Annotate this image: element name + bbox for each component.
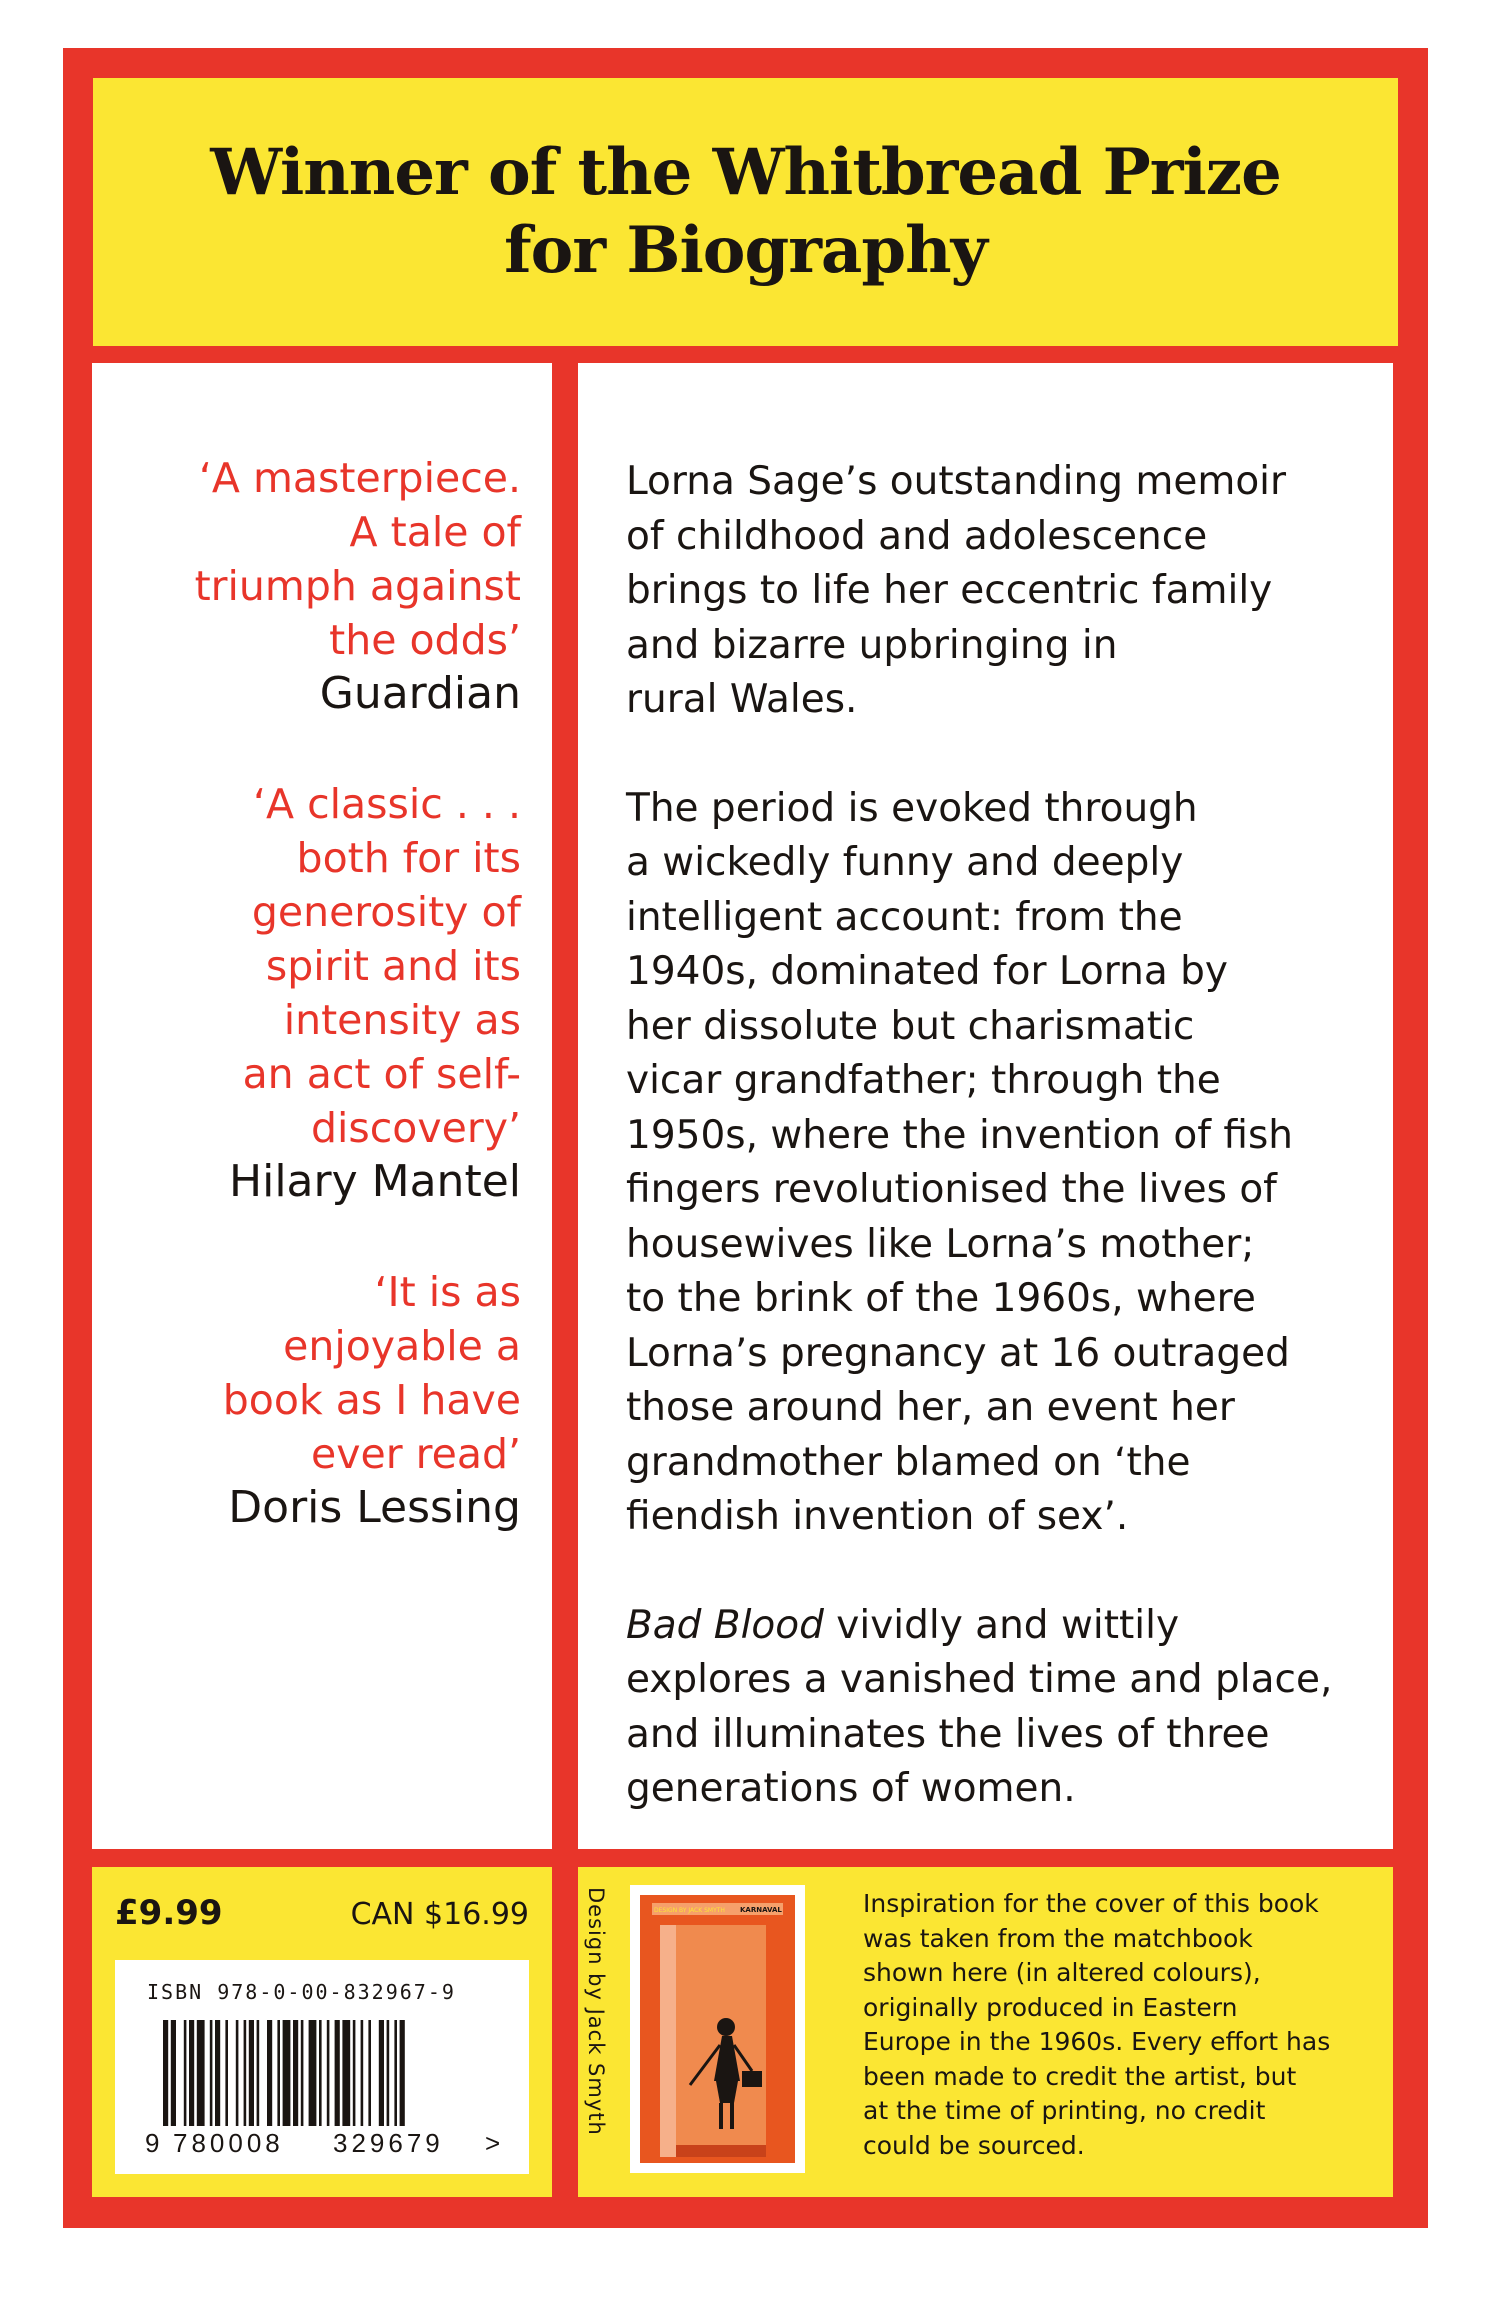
barcode-bar (197, 2020, 205, 2126)
barcode-bar (236, 2020, 239, 2126)
matchbook-top-left-text: DESIGN BY JACK SMYTH (654, 1907, 725, 1914)
barcode-bar (277, 2020, 280, 2126)
quote-line: the odds’ (329, 616, 521, 664)
inspiration-note (863, 1887, 1383, 2163)
text-line: grandmother blamed on ‘the (626, 1439, 1191, 1485)
barcode-bar (257, 2020, 260, 2126)
description-paragraph (626, 455, 1373, 728)
barcode-bar (342, 2020, 350, 2126)
text-line: brings to life her eccentric family (626, 568, 1273, 613)
text-line: vicar grandfather; through the (626, 1058, 1221, 1103)
text-line: fiendish invention of sex’. (626, 1494, 1129, 1539)
review-quote (92, 777, 521, 1209)
text-line: rural Wales. (626, 677, 858, 722)
text-line: 1950s, where the invention of fish (626, 1112, 1293, 1158)
barcode-bar (215, 2020, 220, 2126)
quote-attribution: Guardian (319, 668, 521, 719)
barcode (145, 2020, 505, 2160)
text-span: vividly and wittily (823, 1602, 1180, 1648)
review-quotes-panel (92, 363, 552, 1849)
barcode-bar (387, 2020, 390, 2126)
text-line: and illuminates the lives of three (626, 1711, 1270, 1757)
quote-line: ‘A masterpiece. (198, 454, 521, 502)
description-paragraph (626, 782, 1373, 1545)
price-gbp: £9.99 (115, 1893, 223, 1933)
barcode-bar (225, 2020, 228, 2126)
quote-line: generosity of (251, 888, 521, 936)
design-credit (578, 1887, 618, 2197)
barcode-bar (249, 2020, 254, 2126)
barcode-bar (210, 2020, 213, 2126)
review-quote (92, 1265, 521, 1535)
quote-text (92, 1265, 521, 1481)
quote-line: spirit and its (265, 942, 521, 990)
text-line: at the time of printing, no credit (863, 2096, 1266, 2125)
barcode-bar (400, 2020, 405, 2126)
text-line (626, 1599, 1373, 1654)
award-banner (93, 78, 1398, 346)
text-line: a wickedly funny and deeply (626, 840, 1184, 885)
quote-attribution: Hilary Mantel (229, 1156, 521, 1207)
barcode-bar (368, 2020, 371, 2126)
barcode-tail: > (485, 2128, 501, 2158)
quote-line: discovery’ (310, 1104, 521, 1152)
quote-text (92, 451, 521, 667)
text-line: Europe in the 1960s. Every effort has (863, 2027, 1331, 2056)
barcode-bar (379, 2020, 384, 2126)
quote-line: intensity as (283, 996, 521, 1044)
quote-line: ‘It is as (374, 1268, 521, 1316)
text-line: and bizarre upbringing in (626, 622, 1118, 668)
isbn-barcode-box (115, 1960, 529, 2174)
award-line-1: Winner of the Whitbread Prize (210, 135, 1281, 210)
quote-line: triumph against (194, 562, 521, 610)
text-line: those around her, an event her (626, 1385, 1235, 1430)
barcode-bar (335, 2020, 340, 2126)
price-row (115, 1893, 529, 1933)
text-line: could be sourced. (863, 2130, 1085, 2160)
book-description (578, 363, 1393, 1849)
text-line: Inspiration for the cover of this book (863, 1889, 1319, 1918)
barcode-bar (163, 2020, 168, 2126)
price-can: CAN $16.99 (350, 1897, 529, 1932)
barcode-bar (394, 2020, 397, 2126)
text-line: explores a vanished time and place, (626, 1657, 1333, 1702)
barcode-bar (293, 2020, 298, 2126)
barcode-bar (267, 2020, 272, 2126)
barcode-right-digits: 329679 (333, 2128, 444, 2158)
cover-inspiration-panel (578, 1867, 1393, 2197)
barcode-bar (327, 2020, 330, 2126)
barcode-bar (319, 2020, 322, 2126)
barcode-bar (171, 2020, 176, 2126)
quote-text (92, 777, 521, 1155)
quote-line: ever read’ (311, 1430, 521, 1478)
text-line: fingers revolutionised the lives of (626, 1167, 1277, 1212)
barcode-left-digits: 780008 (173, 2128, 284, 2158)
text-line: shown here (in altered colours), (863, 1958, 1261, 1987)
text-line: to the brink of the 1960s, where (626, 1276, 1256, 1321)
description-paragraph (626, 1599, 1373, 1817)
review-quote (92, 451, 521, 721)
quote-line: both for its (296, 834, 521, 882)
quote-line: enjoyable a (283, 1322, 521, 1370)
barcode-bar (309, 2020, 317, 2126)
text-line: 1940s, dominated for Lorna by (626, 949, 1228, 994)
text-line: Lorna Sage’s outstanding memoir (626, 459, 1287, 504)
matchbook-image (630, 1885, 805, 2173)
text-line: The period is evoked through (626, 785, 1198, 831)
matchbook-illustration (630, 1885, 805, 2173)
barcode-bar (189, 2020, 194, 2126)
barcode-bar (184, 2020, 187, 2126)
text-line: Lorna’s pregnancy at 16 outraged (626, 1330, 1290, 1376)
barcode-bar (283, 2020, 291, 2126)
design-credit-text: Design by Jack Smyth (584, 1887, 608, 2136)
award-line-2: for Biography (504, 213, 987, 288)
quote-line: ‘A classic . . . (252, 780, 521, 828)
isbn-label: ISBN 978-0-00-832967-9 (147, 1980, 456, 2004)
barcode-bars (163, 2020, 405, 2126)
barcode-bar (301, 2020, 304, 2126)
quote-attribution: Doris Lessing (228, 1482, 521, 1533)
barcode-lead-digit: 9 (145, 2128, 160, 2158)
book-title: Bad Blood (626, 1602, 824, 1648)
quote-line: A tale of (349, 508, 521, 556)
text-line: her dissolute but charismatic (626, 1003, 1195, 1049)
book-back-cover (63, 48, 1428, 2228)
text-line: housewives like Lorna’s mother; (626, 1221, 1255, 1267)
quote-line: book as I have (222, 1376, 521, 1424)
text-line: generations of women. (626, 1766, 1076, 1811)
text-line: of childhood and adolescence (626, 513, 1208, 559)
barcode-bar (353, 2020, 356, 2126)
text-line: was taken from the matchbook (863, 1923, 1253, 1953)
matchbook-top-right-text: KARNAVAL (740, 1906, 782, 1914)
barcode-bar (361, 2020, 364, 2126)
quote-line: an act of self- (242, 1050, 521, 1098)
price-and-barcode (92, 1867, 552, 2197)
barcode-bar (244, 2020, 247, 2126)
text-line: intelligent account: from the (626, 894, 1183, 940)
text-line: originally produced in Eastern (863, 1992, 1238, 2022)
text-line: been made to credit the artist, but (863, 2061, 1297, 2091)
